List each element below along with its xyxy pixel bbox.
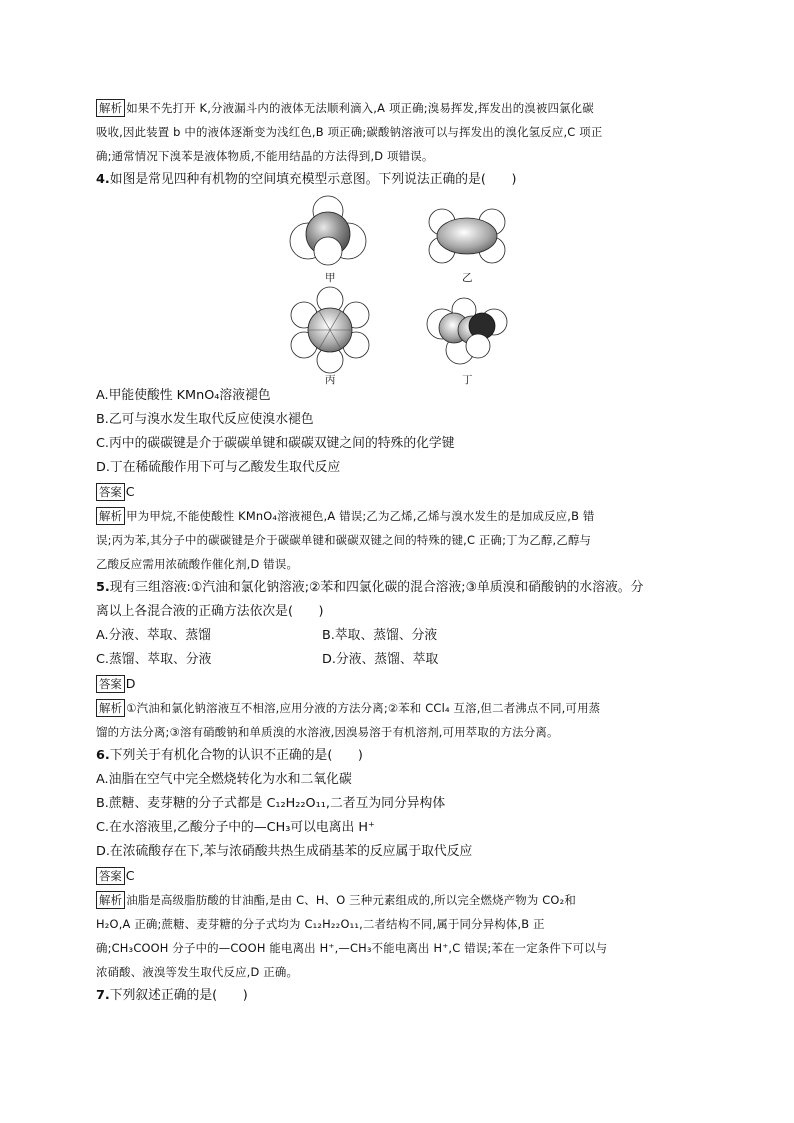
question-text: 离以上各混合液的正确方法依次是( ) xyxy=(96,604,324,619)
figure-label-bing: 丙 xyxy=(325,374,336,386)
explanation-tag: 解析 xyxy=(96,891,125,909)
option-c: C.在水溶液里,乙酸分子中的—CH₃可以电离出 H⁺ xyxy=(96,820,375,835)
figure-label-ding: 丁 xyxy=(462,374,473,386)
question-number: 6. xyxy=(96,748,110,763)
option-a: A.油脂在空气中完全燃烧转化为水和二氧化碳 xyxy=(96,772,352,787)
q4-answer xyxy=(96,480,135,504)
q6-answer xyxy=(96,864,135,888)
question-text: 现有三组溶液:①汽油和氯化钠溶液;②苯和四氯化碳的混合溶液;③单质溴和硝酸钠的水溶液。分 xyxy=(109,580,644,595)
answer-value: C xyxy=(125,868,135,883)
option-b: B.蔗糖、麦芽糖的分子式都是 C₁₂H₂₂O₁₁,二者互为同分异构体 xyxy=(96,796,446,811)
q5-answer xyxy=(96,672,136,696)
ethanol-model-figure xyxy=(424,298,508,368)
question-number: 4. xyxy=(96,172,110,187)
explanation-line: 浓硝酸、液溴等发生取代反应,D 正确。 xyxy=(96,965,299,979)
explanation-line: 吸收,因此装置 b 中的液体逐渐变为浅红色,B 项正确;碳酸钠溶液可以与挥发出的溴化氢反应,C 项正 xyxy=(96,125,603,139)
figure-label-jia: 甲 xyxy=(325,272,336,284)
explanation-line: ①汽油和氯化钠溶液互不相溶,应用分液的方法分离;②苯和 CCl₄ 互溶,但二者沸点不同,可用蒸 xyxy=(126,701,601,715)
q6-explanation xyxy=(96,888,696,984)
explanation-line: H₂O,A 正确;蔗糖、麦芽糖的分子式均为 C₁₂H₂₂O₁₁,二者结构不同,属于同分异构体,B 正 xyxy=(96,917,545,931)
question-5-stem xyxy=(96,576,696,624)
figure-label-yi: 乙 xyxy=(462,272,473,284)
question-6-stem xyxy=(96,744,696,768)
methane-model-figure xyxy=(288,196,368,266)
option-c: C.丙中的碳碳键是介于碳碳单键和碳碳双键之间的特殊的化学键 xyxy=(96,436,455,451)
explanation-tag: 解析 xyxy=(96,699,125,717)
answer-value: C xyxy=(125,484,135,499)
explanation-line: 确;CH₃COOH 分子中的—COOH 能电离出 H⁺,—CH₃不能电离出 H⁺,C 错误;苯在一定条件下可以与 xyxy=(96,941,608,955)
explanation-line: 误;丙为苯,其分子中的碳碳键是介于碳碳单键和碳碳双键之间的特殊的键,C 正确;丁为乙醇,乙醇与 xyxy=(96,533,592,547)
question-text: 如图是常见四种有机物的空间填充模型示意图。下列说法正确的是( ) xyxy=(109,172,517,187)
benzene-model-figure xyxy=(290,290,370,370)
answer-value: D xyxy=(125,676,136,691)
question-7-stem xyxy=(96,984,696,1008)
explanation-line: 确;通常情况下溴苯是液体物质,不能用结晶的方法得到,D 项错误。 xyxy=(96,149,434,163)
option-d: D.在浓硫酸存在下,苯与浓硝酸共热生成硝基苯的反应属于取代反应 xyxy=(96,844,473,859)
option-c: C.蒸馏、萃取、分液 xyxy=(96,652,212,667)
explanation-line: 馏的方法分离;③溶有硝酸钠和单质溴的水溶液,因溴易溶于有机溶剂,可用萃取的方法分离。 xyxy=(96,725,559,739)
answer-tag: 答案 xyxy=(96,675,125,693)
question-number: 5. xyxy=(96,580,110,595)
option-a: A.分液、萃取、蒸馏 xyxy=(96,628,211,643)
q5-explanation xyxy=(96,696,696,744)
option-a: A.甲能使酸性 KMnO₄溶液褪色 xyxy=(96,388,271,403)
explanation-line: 甲为甲烷,不能使酸性 KMnO₄溶液褪色,A 错误;乙为乙烯,乙烯与溴水发生的是加成反应,B 错 xyxy=(126,509,595,523)
explanation-tag: 解析 xyxy=(96,99,125,117)
option-b: B.乙可与溴水发生取代反应使溴水褪色 xyxy=(96,412,314,427)
question-4-stem xyxy=(96,168,696,192)
answer-tag: 答案 xyxy=(96,483,125,501)
option-d: D.丁在稀硫酸作用下可与乙酸发生取代反应 xyxy=(96,460,341,475)
explanation-tag: 解析 xyxy=(96,507,125,525)
ethylene-model-figure xyxy=(428,208,508,268)
q3-explanation xyxy=(96,96,696,168)
explanation-line: 如果不先打开 K,分液漏斗内的液体无法顺利滴入,A 项正确;溴易挥发,挥发出的溴被四氯化碳 xyxy=(126,101,594,115)
answer-tag: 答案 xyxy=(96,867,125,885)
option-b: B.萃取、蒸馏、分液 xyxy=(322,628,438,643)
option-d: D.分液、蒸馏、萃取 xyxy=(322,652,439,667)
explanation-line: 乙酸反应需用浓硫酸作催化剂,D 错误。 xyxy=(96,557,299,571)
explanation-line: 油脂是高级脂肪酸的甘油酯,是由 C、H、O 三种元素组成的,所以完全燃烧产物为 CO₂和 xyxy=(126,893,576,907)
question-text: 下列叙述正确的是( ) xyxy=(109,988,248,1003)
question-text: 下列关于有机化合物的认识不正确的是( ) xyxy=(109,748,363,763)
question-number: 7. xyxy=(96,988,110,1003)
q4-explanation xyxy=(96,504,696,576)
